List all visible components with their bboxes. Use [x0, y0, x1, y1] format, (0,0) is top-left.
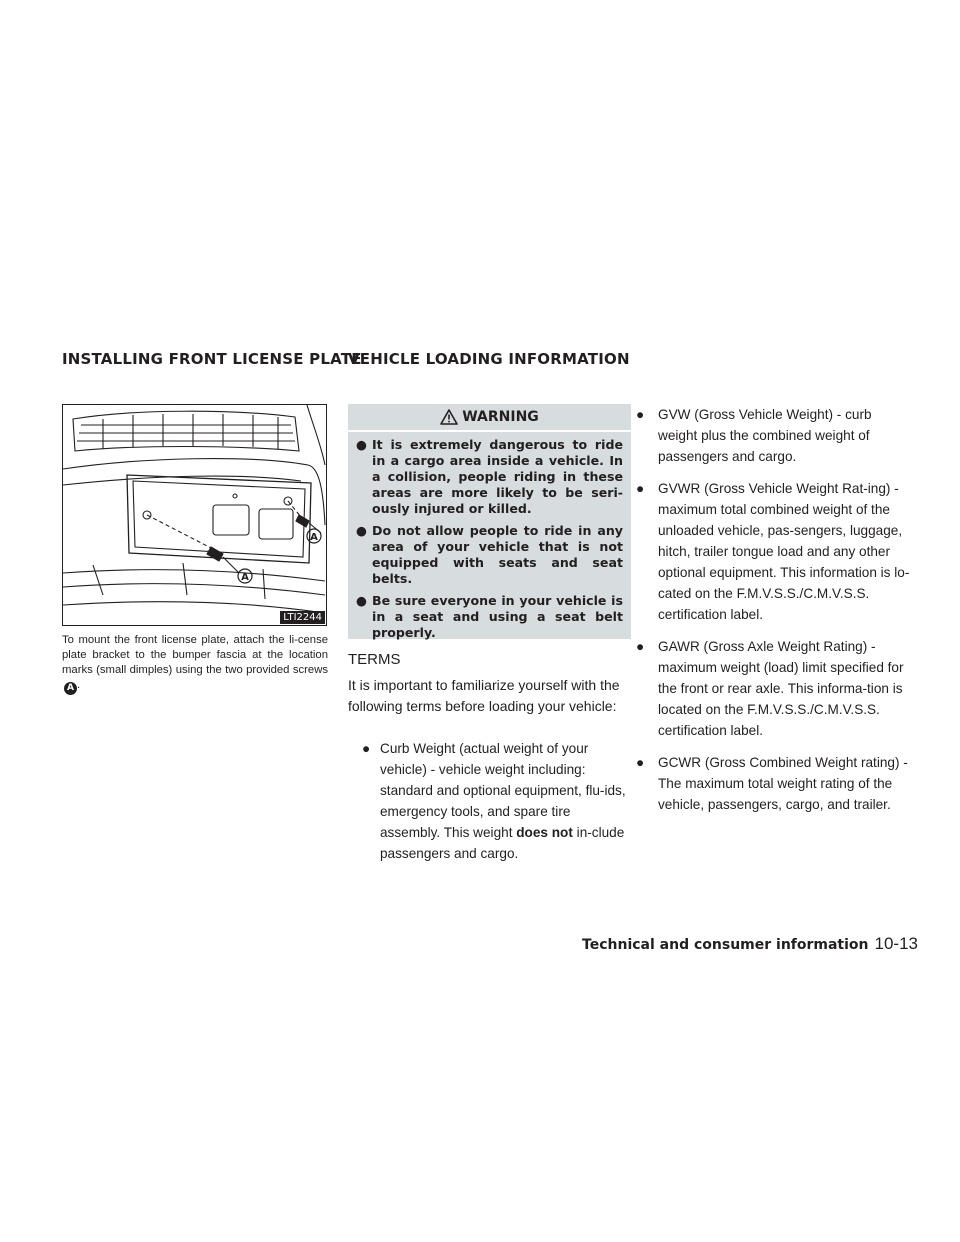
page-number: 10-13 [874, 934, 918, 953]
terms-intro: It is important to familiarize yourself with the following terms before loading your vehicle: [348, 677, 620, 714]
terms-list [636, 404, 913, 826]
warning-box [348, 404, 631, 639]
callout-a-lower: A [241, 572, 249, 583]
page-footer [582, 934, 918, 954]
warning-item: ● Be sure everyone in your vehicle is in a seat and using a seat belt properly. [356, 593, 623, 640]
caption-end: . [77, 679, 81, 691]
term-item-gawr: ● GAWR (Gross Axle Weight Rating) - maximum weight (load) limit specified for the front or rear axle. This informa-tion is located on the F.M.V.S.S./C.M.V.S.S. certification label. [636, 636, 913, 741]
warning-item: ● Do not allow people to ride in any area of your vehicle that is not equipped with seats and seat belts. [356, 523, 623, 586]
section-heading-license-plate: INSTALLING FRONT LICENSE PLATE [62, 350, 362, 368]
license-plate-illustration [62, 404, 327, 626]
bumper-drawing [63, 405, 327, 626]
callout-a-upper: A [310, 532, 318, 543]
caption-text: To mount the front license plate, attach the li-cense plate bracket to the bumper fascia at the location marks (small dimples) using the two provided screws [62, 634, 328, 676]
bullet-icon: ● [362, 741, 371, 756]
figure-caption [62, 633, 328, 695]
term-item-gcwr: ● GCWR (Gross Combined Weight rating) - The maximum total weight rating of the vehicle, passengers, cargo, and trailer. [636, 752, 913, 815]
term-item-gvw: ● GVW (Gross Vehicle Weight) - curb weight plus the combined weight of passengers and cargo. [636, 404, 913, 467]
warning-item: ● It is extremely dangerous to ride in a cargo area inside a vehicle. In a collision, people riding in these areas are more likely to be seri-ously injured or killed. [356, 437, 623, 516]
term-item-curb-weight: ● Curb Weight (actual weight of your vehicle) - vehicle weight including: standard and optional equipment, flu-ids, emergency tools, and spare tire assembly. This weight does not in-clude passengers and cargo. [362, 738, 632, 864]
term-item-gvwr: ● GVWR (Gross Vehicle Weight Rat-ing) - maximum total combined weight of the unloaded vehicle, pas-sengers, luggage, hitch, trailer tongue load and any other optional equipment. This information is lo-cated on the F.M.V.S.S./C.M.V.S.S. certification label. [636, 478, 913, 625]
bullet-icon: ● [636, 755, 645, 770]
emphasis-does-not: does not [516, 825, 573, 840]
section-heading-vehicle-loading: VEHICLE LOADING INFORMATION [348, 350, 630, 368]
warning-header [348, 404, 631, 432]
footer-section-title: Technical and consumer information [582, 937, 869, 953]
bullet-icon: ● [356, 593, 367, 608]
warning-list [348, 432, 631, 641]
terms-heading: TERMS [348, 651, 401, 668]
warning-triangle-icon [440, 409, 458, 425]
bullet-icon: ● [356, 437, 367, 452]
bullet-icon: ● [636, 639, 645, 654]
callout-a-badge: A [64, 682, 77, 695]
bullet-icon: ● [636, 481, 645, 496]
warning-title: WARNING [462, 409, 539, 425]
figure-code: LTI2244 [280, 611, 325, 624]
bullet-icon: ● [636, 407, 645, 422]
curb-weight-list [362, 738, 632, 864]
bullet-icon: ● [356, 523, 367, 538]
